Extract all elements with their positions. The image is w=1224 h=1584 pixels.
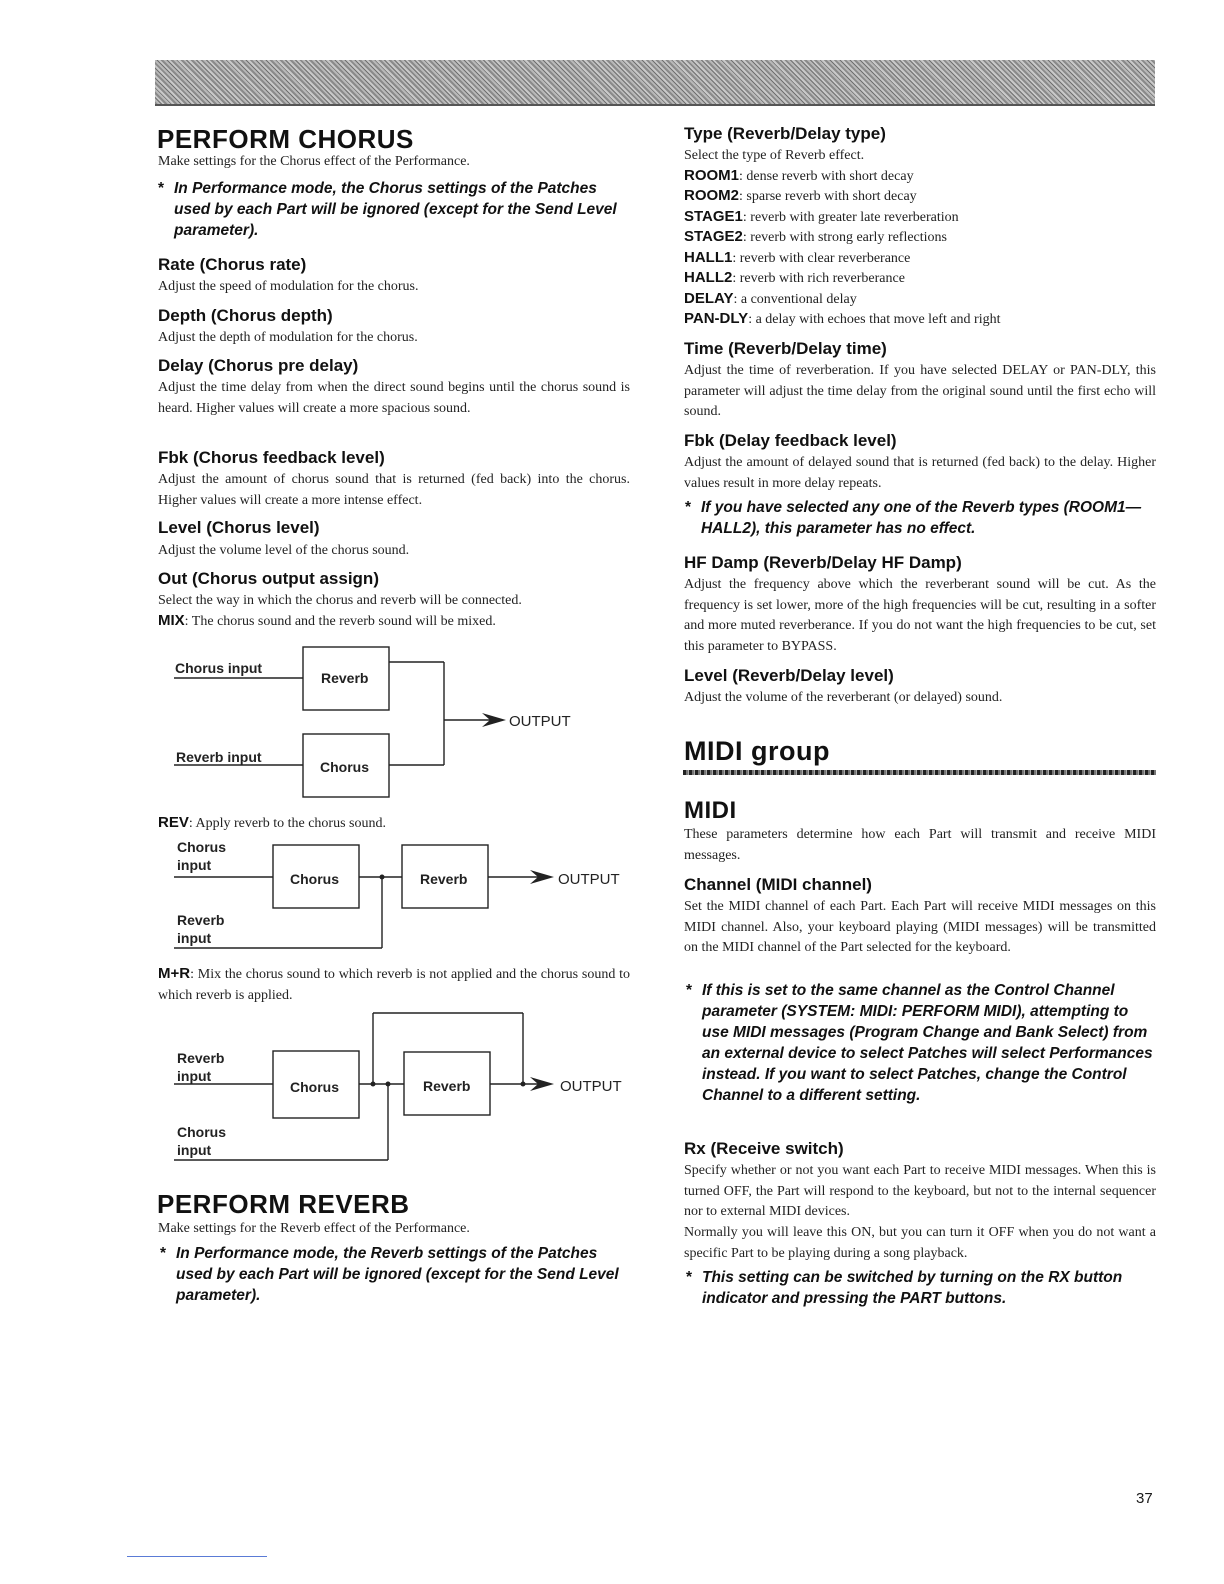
midi-group-bar (683, 770, 1156, 775)
type-stage2 (684, 227, 947, 249)
type-term: PAN-DLY (684, 310, 749, 327)
mr-chorus-label-1: Chorus (177, 1124, 226, 1140)
hf-text: Adjust the frequency above which the reverberant sound will be cut. As the frequency is set lower, more of the high frequencies will be cut, resulting in a softer and more muted reverberance. If you do not want the high frequencies to be cut, set this parameter to BYPASS. (684, 577, 1156, 654)
mr-reverb-box-label: Reverb (423, 1078, 471, 1094)
type-desc: : reverb with strong early reflections (742, 230, 947, 245)
delay-fbk-heading: Fbk (Delay feedback level) (684, 431, 897, 450)
mr-chorus-box-label: Chorus (290, 1079, 339, 1095)
type-pan-dly (684, 309, 1001, 331)
level-heading: Level (Chorus level) (158, 518, 320, 537)
out-heading: Out (Chorus output assign) (158, 569, 379, 588)
rev-chorus-label-2: input (177, 857, 212, 873)
perform-chorus-title: PERFORM CHORUS (157, 124, 414, 154)
type-room1 (684, 166, 914, 188)
type-delay (684, 289, 857, 311)
midi-title: MIDI (684, 797, 737, 824)
rev-reverb-box-label: Reverb (420, 871, 468, 887)
out-text: Select the way in which the chorus and reverb will be connected. (158, 593, 522, 608)
rx-text-1: Specify whether or not you want each Part to receive MIDI messages. When this is turned OFF, the Part will respond to the keyboard, but not to the internal sequencer nor to external MIDI devices. (684, 1163, 1156, 1219)
mix-desc: : The chorus sound and the reverb sound will be mixed. (184, 614, 496, 629)
rx-note-text: This setting can be switched by turning on the RX button indicator and pressing the PART buttons. (702, 1269, 1123, 1307)
level-text: Adjust the volume level of the chorus sound. (158, 543, 410, 558)
rx-heading: Rx (Receive switch) (684, 1139, 844, 1158)
rev-desc: : Apply reverb to the chorus sound. (188, 816, 386, 831)
type-desc: : dense reverb with short decay (739, 169, 914, 184)
rx-note (686, 1267, 1156, 1309)
delay-heading: Delay (Chorus pre delay) (158, 356, 359, 375)
type-term: ROOM2 (684, 187, 740, 204)
rev-reverb-label-1: Reverb (177, 912, 225, 928)
depth-text: Adjust the depth of modulation for the chorus. (158, 330, 418, 345)
mr-line (158, 964, 630, 1006)
rx-text-2: Normally you will leave this ON, but you can turn it OFF when you do not want a specific Part to be playing during a song playback. (684, 1225, 1156, 1261)
mr-term: M+R (158, 965, 191, 982)
fbk-heading: Fbk (Chorus feedback level) (158, 448, 385, 467)
reverb-note-text: In Performance mode, the Reverb settings of the Patches used by each Part will be ignored (except for the Send Level parameter). (176, 1245, 619, 1304)
type-room2 (684, 186, 917, 208)
mix-reverb-box-label: Reverb (321, 670, 369, 686)
type-hall1 (684, 248, 910, 270)
note-star: * (686, 1269, 693, 1286)
type-term: STAGE1 (684, 208, 743, 225)
channel-heading: Channel (MIDI channel) (684, 875, 872, 894)
type-desc: : reverb with rich reverberance (732, 271, 905, 286)
type-term: HALL2 (684, 269, 733, 286)
note-star: * (685, 499, 692, 516)
reverb-level-text: Adjust the volume of the reverberant (or delayed) sound. (684, 690, 1003, 705)
perform-reverb-title: PERFORM REVERB (157, 1189, 410, 1219)
mr-diagram (160, 1008, 630, 1168)
page-number: 37 (1136, 1490, 1153, 1507)
channel-note (686, 980, 1156, 1106)
midi-group-title: MIDI group (684, 736, 830, 766)
mix-term: MIX (158, 612, 185, 629)
rev-chorus-label-1: Chorus (177, 839, 226, 855)
rev-term: REV (158, 814, 189, 831)
rate-text: Adjust the speed of modulation for the chorus. (158, 279, 419, 294)
rev-output-label: OUTPUT (558, 871, 620, 888)
fbk-text: Adjust the amount of chorus sound that is returned (fed back) into the chorus. Higher values will create a more intense effect. (158, 472, 630, 508)
chorus-intro: Make settings for the Chorus effect of the Performance. (158, 154, 470, 169)
type-hall2 (684, 268, 905, 290)
chorus-note (158, 178, 630, 241)
type-desc: : a delay with echoes that move left and right (748, 312, 1001, 327)
delay-fbk-note-text: If you have selected any one of the Reverb types (ROOM1—HALL2), this parameter has no effect. (701, 499, 1142, 537)
delay-text: Adjust the time delay from when the direct sound begins until the chorus sound is heard. Higher values will create a more spacious sound. (158, 380, 630, 416)
rev-chorus-box-label: Chorus (290, 871, 339, 887)
type-desc: : reverb with greater late reverberation (742, 210, 959, 225)
hf-heading: HF Damp (Reverb/Delay HF Damp) (684, 553, 962, 572)
channel-note-text: If this is set to the same channel as the Control Channel parameter (SYSTEM: MIDI: PERFORM MIDI), attempting to use MIDI messages (Program Change and Bank Select) from an external device to select Patches will select Performances instead. If you want to select Patches, change the Control Channel to a different setting. (702, 982, 1153, 1104)
header-banner (155, 60, 1155, 106)
type-desc: : a conventional delay (733, 292, 857, 307)
type-stage1 (684, 207, 959, 229)
type-desc: : reverb with clear reverberance (732, 251, 911, 266)
mr-reverb-label-2: input (177, 1068, 212, 1084)
mix-diagram (160, 640, 620, 805)
note-star: * (686, 982, 693, 999)
type-term: HALL1 (684, 249, 733, 266)
mix-chorus-input-label: Chorus input (175, 660, 263, 676)
mix-output-label: OUTPUT (509, 713, 571, 730)
note-star: * (160, 1245, 167, 1262)
rate-heading: Rate (Chorus rate) (158, 255, 307, 274)
mr-reverb-label-1: Reverb (177, 1050, 225, 1066)
reverb-intro: Make settings for the Reverb effect of the Performance. (158, 1221, 470, 1236)
mix-reverb-input-label: Reverb input (176, 749, 262, 765)
type-heading: Type (Reverb/Delay type) (684, 124, 886, 143)
footer-line (127, 1556, 267, 1557)
note-star: * (158, 180, 165, 197)
time-text: Adjust the time of reverberation. If you have selected DELAY or PAN-DLY, this parameter will adjust the time delay from the original sound until the first echo will sound. (684, 363, 1156, 419)
channel-text: Set the MIDI channel of each Part. Each Part will receive MIDI messages on this MIDI channel. Also, your keyboard playing (MIDI messages) will be transmitted on the MIDI channel of the Part selected for the keyboard. (684, 899, 1156, 955)
type-text: Select the type of Reverb effect. (684, 148, 865, 163)
rev-diagram (160, 835, 630, 960)
type-term: DELAY (684, 290, 734, 307)
type-term: ROOM1 (684, 167, 740, 184)
midi-text: These parameters determine how each Part will transmit and receive MIDI messages. (684, 827, 1156, 863)
rev-line (158, 813, 386, 835)
delay-fbk-text: Adjust the amount of delayed sound that is returned (fed back) to the delay. Higher values result in more delay repeats. (684, 455, 1156, 491)
time-heading: Time (Reverb/Delay time) (684, 339, 887, 358)
reverb-level-heading: Level (Reverb/Delay level) (684, 666, 894, 685)
type-term: STAGE2 (684, 228, 743, 245)
chorus-note-text: In Performance mode, the Chorus settings of the Patches used by each Part will be ignored (except for the Send Level parameter). (174, 180, 617, 239)
mr-output-label: OUTPUT (560, 1078, 622, 1095)
type-desc: : sparse reverb with short decay (739, 189, 917, 204)
mr-chorus-label-2: input (177, 1142, 212, 1158)
mix-line (158, 611, 496, 633)
mr-desc: : Mix the chorus sound to which reverb is not applied and the chorus sound to which reverb is applied. (158, 967, 630, 1003)
depth-heading: Depth (Chorus depth) (158, 306, 333, 325)
delay-fbk-note (685, 497, 1156, 539)
reverb-note (160, 1243, 632, 1306)
mix-chorus-box-label: Chorus (320, 759, 369, 775)
rev-reverb-label-2: input (177, 930, 212, 946)
